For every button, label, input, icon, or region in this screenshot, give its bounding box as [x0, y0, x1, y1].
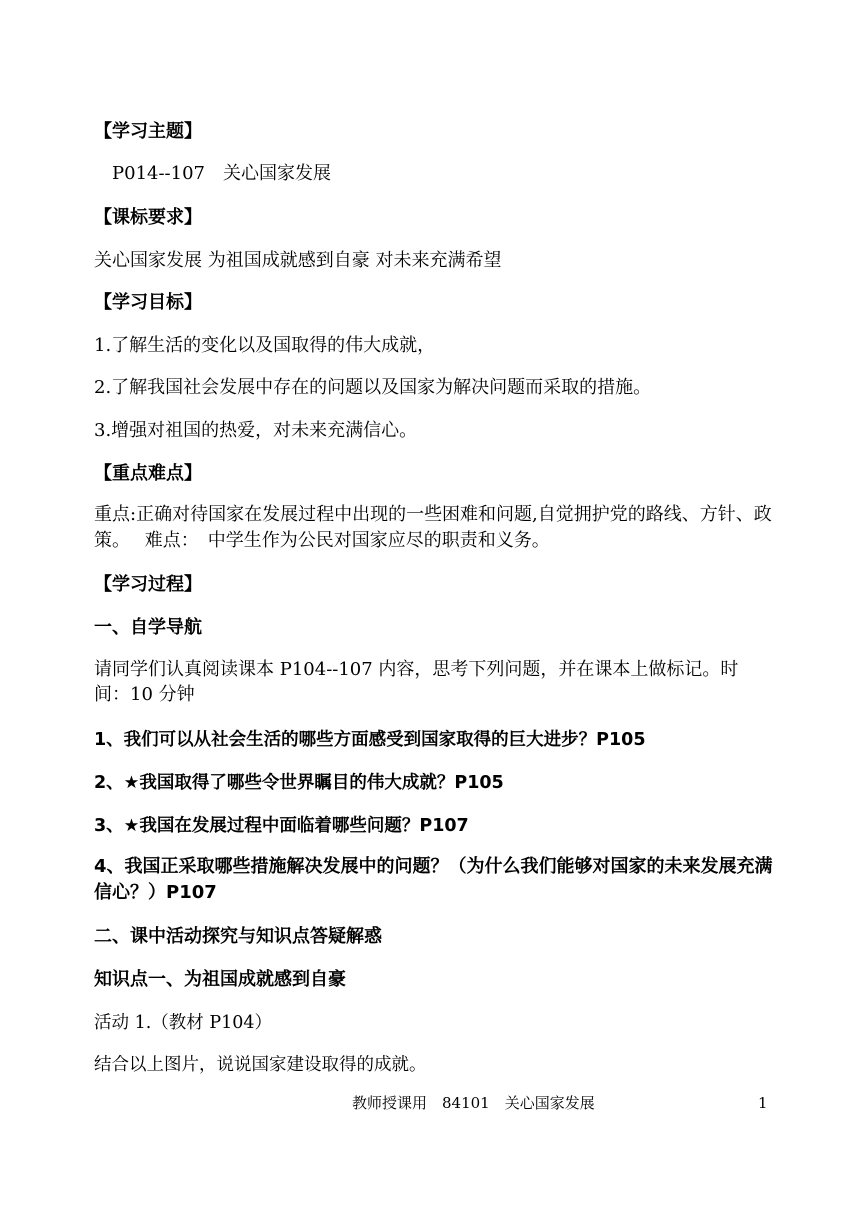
standard-text: 关心国家发展 为祖国成就感到自豪 对未来充满希望 — [94, 250, 502, 271]
knowledge1-title: 知识点一、为祖国成就感到自豪 — [94, 969, 346, 990]
goal-item: 2.了解我国社会发展中存在的问题以及国家为解决问题而采取的措施。 — [94, 377, 652, 398]
activity1-text: 结合以上图片，说说国家建设取得的成就。 — [94, 1055, 427, 1075]
heading-standard: 【课标要求】 — [94, 207, 202, 228]
section2-title: 二、课中活动探究与知识点答疑解惑 — [94, 926, 382, 947]
page-number: 1 — [758, 1094, 768, 1112]
question-item: 2、★我国取得了哪些令世界瞩目的伟大成就？P105 — [94, 773, 504, 793]
question-item: 1、我们可以从社会生活的哪些方面感受到国家取得的巨大进步？P105 — [94, 730, 646, 750]
section1-intro: 请同学们认真阅读课本 P104--107 内容，思考下列问题，并在课本上做标记。时间：10 分钟 — [94, 659, 739, 705]
heading-process: 【学习过程】 — [94, 574, 202, 595]
heading-topic: 【学习主题】 — [94, 121, 202, 142]
footer-text: 教师授课用 84101 关心国家发展 — [352, 1094, 595, 1112]
goal-item: 3.增强对祖国的热爱，对未来充满信心。 — [94, 420, 418, 441]
key-text: 重点:正确对待国家在发展过程中出现的一些困难和问题,自觉拥护党的路线、方针、政策。 难点： 中学生作为公民对国家应尽的职责和义务。 — [94, 504, 772, 551]
question-item: 3、★我国在发展过程中面临着哪些问题？P107 — [94, 816, 469, 836]
heading-goals: 【学习目标】 — [94, 292, 202, 313]
activity1-label: 活动 1.（教材 P104） — [94, 1013, 272, 1033]
heading-key: 【重点难点】 — [94, 463, 202, 484]
goal-item: 1.了解生活的变化以及国取得的伟大成就， — [94, 335, 436, 356]
topic-text: P014--107 关心国家发展 — [112, 163, 331, 184]
section1-title: 一、自学导航 — [94, 617, 202, 638]
question-item: 4、我国正采取哪些措施解决发展中的问题？（为什么我们能够对国家的未来发展充满信心？）P107 — [94, 856, 773, 903]
